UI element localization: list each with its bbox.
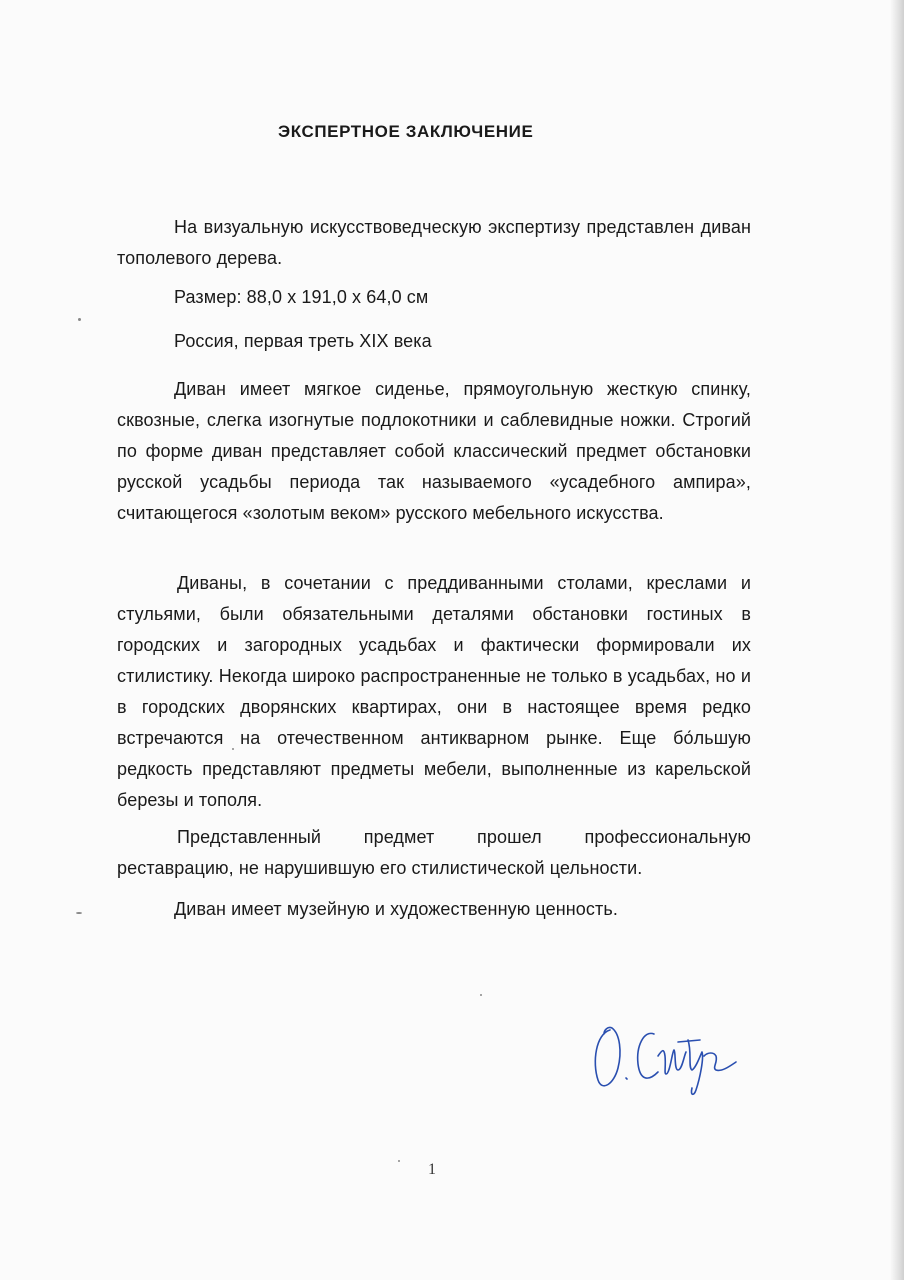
history-text: Диваны, в сочетании с преддиванными столами, креслами и стульями, были обязательными деталями обстановки гостиных в городских и загородных усадьбах и фактически формировали их стилистику. Некогда широко распространенные не только в усадьбах, но и в городских дворянских квартирах, они в настоящее время редко встречаются на отечественном антикварном рынке. Еще бо́льшую редкость представляют предметы мебели, выполненные из карельской березы и тополя. (117, 573, 751, 810)
origin-line: Россия, первая треть XIX века (174, 331, 432, 351)
handwritten-signature (588, 1012, 748, 1102)
document-title: ЭКСПЕРТНОЕ ЗАКЛЮЧЕНИЕ (278, 122, 534, 141)
conclusion-line: Диван имеет музейную и художественную ценность. (174, 899, 618, 919)
scan-speck (398, 1160, 400, 1162)
restoration-text: Представленный предмет прошел профессиональную реставрацию, не нарушившую его стилистической цельности. (117, 827, 751, 878)
intro-text: На визуальную искусствоведческую экспертизу представлен диван тополевого дерева. (117, 217, 751, 268)
scan-speck (78, 318, 81, 321)
intro-paragraph (117, 212, 751, 274)
page-number: 1 (428, 1161, 436, 1178)
page-edge-shadow (890, 0, 904, 1280)
description-text: Диван имеет мягкое сиденье, прямоугольную жесткую спинку, сквозные, слегка изогнутые подлокотники и саблевидные ножки. Строгий по форме диван представляет собой классический предмет обстановки русской усадьбы периода так называемого «усадебного ампира», считающегося «золотым веком» русского мебельного искусства. (117, 379, 751, 523)
size-line: Размер: 88,0 х 191,0 х 64,0 см (174, 287, 429, 307)
scan-speck (76, 912, 82, 914)
history-paragraph (117, 568, 751, 816)
scan-speck (232, 748, 234, 750)
restoration-paragraph (117, 822, 751, 884)
scan-speck (480, 994, 482, 996)
description-paragraph (117, 374, 751, 529)
